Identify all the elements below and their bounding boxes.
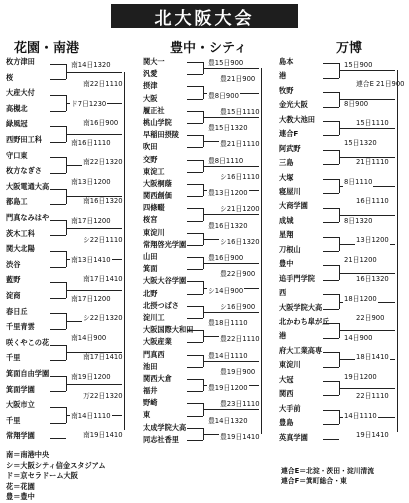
bracket-line — [323, 424, 339, 425]
team-name: 春日丘 — [6, 306, 28, 316]
bracket-line — [323, 439, 339, 440]
team-name: 門真西 — [143, 349, 165, 359]
match-schedule: 16日1320 — [356, 275, 389, 284]
bracket-line — [323, 237, 339, 238]
legend-line: 連合E＝北淀・茨田・淀川清流 — [281, 467, 375, 475]
team-name: 大産大付 — [6, 88, 35, 98]
team-name: 早稲田摂陵 — [143, 130, 179, 140]
team-name: 茨木工科 — [6, 228, 35, 238]
legend-line: 南＝南港中央 — [6, 450, 50, 459]
bracket-line — [187, 86, 203, 87]
bracket-line — [323, 381, 339, 382]
bracket-line — [339, 215, 395, 216]
bracket-line — [323, 121, 339, 122]
match-schedule: 南16日900 — [83, 119, 119, 128]
team-name: 東淀川 — [279, 360, 301, 370]
bracket-line — [50, 345, 66, 346]
bracket-line — [187, 160, 203, 161]
bracket-line — [339, 388, 395, 389]
team-name: 山田 — [143, 252, 158, 261]
match-schedule: 豊14日1320 — [208, 416, 248, 425]
bracket-line — [203, 263, 259, 264]
team-row — [279, 403, 405, 415]
team-row — [279, 255, 405, 270]
team-name: 太成学院大高 — [143, 422, 187, 432]
bracket-line — [50, 267, 66, 268]
bracket-line — [323, 367, 339, 368]
bracket-line — [203, 361, 259, 362]
team-name: 箕面 — [143, 264, 158, 274]
team-name: 千里 — [6, 353, 21, 363]
match-schedule: 18日1200 — [344, 294, 377, 303]
team-name: 渋谷 — [6, 259, 21, 269]
match-schedule: 豊16日900 — [208, 254, 244, 263]
team-name: 成城 — [279, 215, 294, 225]
team-name: 英真学園 — [279, 432, 308, 442]
match-schedule: 16日1110 — [356, 197, 389, 206]
bracket-line — [323, 92, 339, 93]
team-name: 大阪 — [143, 93, 158, 103]
bracket-line — [50, 79, 66, 80]
bracket-line — [187, 245, 203, 246]
team-name: 北摂つばさ — [143, 300, 179, 310]
match-schedule: 22日900 — [356, 314, 385, 323]
team-name: 大冠 — [279, 374, 294, 384]
team-name: 大阪市立 — [6, 400, 35, 410]
bracket-line — [50, 235, 66, 236]
bracket-line — [187, 294, 203, 295]
match-schedule: 14日900 — [344, 333, 373, 342]
bracket-line — [66, 384, 122, 385]
match-schedule: 22日1110 — [356, 392, 389, 401]
team-name: 箕面自由学園 — [6, 369, 50, 378]
bracket-line — [323, 208, 339, 209]
team-name: 吹田 — [143, 142, 158, 152]
team-name: 星翔 — [279, 230, 294, 240]
bracket-hanazono — [6, 56, 134, 451]
match-schedule: シ16日900 — [220, 302, 256, 311]
bracket-line — [339, 128, 395, 129]
bracket-line — [50, 329, 66, 330]
team-name: 大阪産業 — [143, 337, 172, 347]
match-schedule: 豊15日1110 — [220, 107, 260, 116]
bracket-line — [187, 172, 203, 173]
bracket-line — [50, 220, 66, 221]
team-name: 常翔学園 — [6, 431, 35, 441]
match-schedule: 豊19日1200 — [208, 384, 248, 393]
team-name: 池田 — [143, 361, 158, 371]
team-name: 緑風冠 — [6, 119, 28, 129]
bracket-line — [187, 355, 203, 356]
bracket-line — [50, 204, 66, 205]
match-schedule: 21日1110 — [356, 158, 389, 167]
page-title: 北大阪大会 — [111, 4, 298, 28]
team-name: 交野 — [143, 154, 158, 164]
team-name: 門真なみはや — [6, 213, 50, 222]
match-schedule: シ14日900 — [208, 286, 244, 295]
team-name: 寝屋川 — [279, 187, 301, 196]
legend-line: 連合F＝箕町総合・東 — [281, 477, 347, 485]
bracket-line — [323, 265, 339, 266]
match-schedule: 19日1200 — [344, 372, 377, 381]
team-row — [279, 330, 405, 342]
match-schedule: 豊13日1200 — [208, 189, 248, 198]
team-name: 大阪大谷学園 — [143, 276, 187, 286]
bracket-line — [187, 428, 203, 429]
legend-line: シ＝大阪シティ信金スタジアム — [6, 460, 106, 470]
bracket-line — [187, 99, 203, 100]
match-schedule: 豊23日1110 — [220, 400, 260, 409]
bracket-line — [187, 342, 203, 343]
team-name: 西 — [279, 288, 287, 298]
match-schedule: 豊8日1110 — [208, 156, 244, 165]
team-name: 常翔啓光学園 — [143, 239, 187, 249]
bracket-line — [187, 147, 203, 148]
bracket-line — [50, 173, 66, 174]
bracket-line — [323, 63, 339, 64]
team-name: 三島 — [279, 158, 294, 168]
team-name: 関西 — [279, 389, 294, 399]
bracket-line — [187, 330, 203, 331]
bracket-line — [339, 330, 395, 331]
team-name: 島本 — [279, 57, 294, 66]
match-schedule: 豊22日1110 — [220, 335, 260, 344]
bracket-line — [187, 403, 203, 404]
team-name: 関西創価 — [143, 191, 172, 201]
bracket-line — [124, 72, 125, 431]
team-name: 藍野 — [6, 275, 21, 285]
bracket-line — [203, 68, 259, 69]
bracket-line — [187, 221, 203, 222]
bracket-line — [187, 281, 203, 282]
team-name: 咲くやこの花 — [6, 337, 50, 347]
team-name: 大商学園 — [279, 201, 308, 211]
team-row — [279, 316, 405, 328]
match-schedule: 南14日900 — [71, 333, 107, 342]
bracket-line — [323, 164, 339, 165]
bracket-line — [50, 391, 66, 392]
bracket-line — [187, 135, 203, 136]
match-schedule: 南13日1200 — [71, 177, 111, 186]
bracket-line — [203, 117, 259, 118]
bracket-line — [50, 282, 66, 283]
team-name: 港 — [279, 331, 287, 341]
bracket-line — [187, 74, 203, 75]
bracket-line — [50, 251, 66, 252]
team-name: 野崎 — [143, 398, 158, 408]
team-name: 摂津 — [143, 81, 158, 91]
bracket-line — [50, 438, 66, 439]
team-name: 大手前 — [279, 403, 301, 413]
team-row — [279, 128, 405, 140]
team-row — [279, 417, 405, 429]
match-schedule: 連合E 21日900 — [356, 80, 405, 89]
bracket-line — [50, 376, 66, 377]
team-name: 金光大阪 — [279, 100, 308, 110]
match-schedule: 南19日1200 — [71, 372, 111, 381]
team-name: 箕面学園 — [6, 384, 35, 394]
bracket-line — [66, 134, 122, 135]
bracket-line — [187, 196, 203, 197]
bracket-line — [187, 379, 203, 380]
team-row — [279, 215, 405, 227]
bracket-toyonaka — [143, 56, 271, 451]
bracket-line — [50, 407, 66, 408]
team-name: 大阪国際大和田 — [143, 325, 194, 335]
bracket-line — [50, 64, 66, 65]
bracket-line — [187, 111, 203, 112]
bracket-line — [50, 313, 66, 314]
team-name: 大阪電通大高 — [6, 181, 50, 191]
team-legend — [281, 466, 374, 486]
bracket-line — [323, 323, 339, 324]
match-schedule: シ22日1110 — [83, 236, 123, 245]
block-header-banpaku: 万博 — [336, 41, 363, 56]
bracket-line — [187, 306, 203, 307]
match-schedule: 豊19日1410 — [220, 432, 260, 441]
team-name: 豊中 — [279, 259, 294, 269]
match-schedule: 豊21日1110 — [220, 140, 260, 149]
team-name: 大阪学院大高 — [279, 302, 323, 312]
team-name: 枚方津田 — [6, 57, 35, 66]
bracket-line — [50, 111, 66, 112]
bracket-line — [323, 338, 339, 339]
bracket-banpaku — [279, 56, 405, 451]
match-schedule: 8日1110 — [344, 177, 373, 186]
bracket-line — [323, 179, 339, 180]
bracket-line — [187, 367, 203, 368]
match-schedule: 南22日1320 — [83, 158, 123, 167]
match-schedule: 豊21日900 — [220, 75, 256, 84]
team-name: 東淀工 — [143, 166, 165, 176]
match-schedule: 南17日1200 — [71, 216, 111, 225]
team-name: 四條畷 — [143, 203, 165, 213]
team-name: 東 — [143, 410, 151, 420]
team-name: 同志社香里 — [143, 434, 179, 444]
team-name: 府大工業高専 — [279, 345, 323, 355]
team-name: 関大一 — [143, 57, 165, 66]
bracket-line — [323, 352, 339, 353]
bracket-line — [323, 222, 339, 223]
bracket-line — [50, 126, 66, 127]
bracket-line — [323, 395, 339, 396]
match-schedule: 豊18日1110 — [208, 319, 248, 328]
match-schedule: シ16日1110 — [220, 172, 260, 181]
match-schedule: 15日1110 — [356, 119, 389, 128]
bracket-line — [50, 95, 66, 96]
match-schedule: 豊15日1320 — [208, 124, 248, 133]
team-row — [279, 302, 405, 314]
bracket-line — [261, 68, 262, 434]
team-name: 北野 — [143, 288, 158, 298]
team-row — [279, 99, 405, 111]
bracket-line — [339, 70, 395, 71]
team-name: 港 — [279, 71, 287, 81]
bracket-line — [50, 157, 66, 158]
match-schedule: シ22日1320 — [83, 314, 123, 323]
bracket-line — [203, 166, 259, 167]
bracket-line — [323, 193, 339, 194]
match-schedule: 豊16日1320 — [208, 221, 248, 230]
team-name: 大阪桐蔭 — [143, 178, 172, 188]
team-row — [279, 287, 405, 299]
match-schedule: 豊8日900 — [208, 91, 239, 100]
match-schedule: 13日1200 — [356, 236, 389, 245]
bracket-line — [50, 142, 66, 143]
team-name: 履正社 — [143, 105, 165, 115]
bracket-line — [50, 189, 66, 190]
bracket-line — [187, 184, 203, 185]
team-name: 淀商 — [6, 291, 21, 300]
bracket-line — [187, 318, 203, 319]
team-row — [279, 186, 405, 198]
match-schedule: 万22日1320 — [83, 392, 123, 401]
team-name: 阿武野 — [279, 143, 301, 153]
match-schedule: 21日1200 — [344, 255, 377, 264]
team-name: 桜 — [6, 72, 14, 82]
match-schedule: 南22日1110 — [83, 80, 123, 89]
match-schedule: シ21日1200 — [220, 205, 260, 214]
bracket-line — [187, 208, 203, 209]
match-schedule: 南16日1320 — [83, 197, 123, 206]
bracket-line — [187, 391, 203, 392]
match-schedule: 南17日1200 — [71, 294, 111, 303]
bracket-line — [203, 312, 259, 313]
bracket-line — [187, 123, 203, 124]
team-name: 汎愛 — [143, 69, 158, 79]
team-row — [279, 374, 405, 386]
match-schedule: 南16日1110 — [71, 138, 111, 147]
team-name: 関西大倉 — [143, 373, 172, 383]
match-schedule: 15日900 — [344, 60, 373, 69]
match-schedule: 19日1410 — [356, 431, 389, 440]
team-row — [279, 143, 405, 155]
team-row — [279, 172, 405, 184]
bracket-line — [203, 214, 259, 215]
bracket-line — [339, 273, 395, 274]
team-name: 淀川工 — [143, 312, 165, 322]
bracket-line — [187, 62, 203, 63]
bracket-line — [66, 228, 122, 229]
match-schedule: 南19日1410 — [83, 431, 123, 440]
bracket-line — [50, 298, 66, 299]
match-schedule: 南17日1410 — [83, 275, 123, 284]
bracket-line — [323, 410, 339, 411]
team-name: 高槻北 — [6, 103, 28, 113]
match-schedule: 豊15日900 — [208, 59, 244, 68]
team-name: 守口東 — [6, 150, 28, 160]
team-name: 千里 — [6, 415, 21, 425]
match-schedule: 豊19日900 — [220, 367, 256, 376]
team-name: 関大北陽 — [6, 244, 35, 254]
bracket-line — [323, 135, 339, 136]
match-schedule: 豊14日1110 — [208, 351, 248, 360]
team-name: 豊島 — [279, 418, 294, 428]
legend-line: ド＝京セラドーム大阪 — [6, 471, 78, 480]
bracket-line — [187, 440, 203, 441]
bracket-line — [50, 423, 66, 424]
bracket-line — [203, 409, 259, 410]
match-schedule: 8日900 — [344, 99, 369, 108]
match-schedule: 8日1320 — [344, 216, 373, 225]
team-name: 大教大池田 — [279, 114, 315, 124]
team-name: 牧野 — [279, 85, 294, 95]
legend-line: 豊＝豊中 — [6, 492, 35, 501]
bracket-line — [397, 70, 398, 431]
bracket-line — [50, 360, 66, 361]
match-schedule: 南17日1410 — [83, 353, 123, 362]
team-name: 都島工 — [6, 197, 28, 207]
bracket-line — [323, 78, 339, 79]
bracket-line — [66, 290, 122, 291]
team-name: 福井 — [143, 386, 158, 396]
team-name: 千里青雲 — [6, 322, 35, 332]
team-name: 北かわち皐が丘 — [279, 317, 330, 326]
block-header-hanazono: 花園・南港 — [14, 41, 80, 56]
team-name: 枚方なぎさ — [6, 166, 42, 176]
team-name: 桃山学院 — [143, 117, 172, 127]
team-name: 東淀川 — [143, 227, 165, 237]
team-name: 大塚 — [279, 172, 294, 182]
block-header-toyonaka: 豊中・シティ — [170, 41, 247, 56]
bracket-line — [187, 257, 203, 258]
legend-line: 花＝花園 — [6, 481, 35, 491]
bracket-line — [187, 416, 203, 417]
match-schedule: 南13日1410 — [71, 255, 111, 264]
bracket-line — [187, 269, 203, 270]
bracket-line — [323, 251, 339, 252]
team-row — [279, 244, 405, 256]
bracket-line — [323, 294, 339, 295]
bracket-line — [187, 233, 203, 234]
match-schedule: 豊22日900 — [220, 270, 256, 279]
match-schedule: シ16日1320 — [220, 237, 260, 246]
match-schedule: 南14日1320 — [71, 60, 111, 69]
match-schedule: 14日1110 — [344, 411, 377, 420]
team-name: 追手門学院 — [279, 273, 315, 283]
bracket-line — [323, 150, 339, 151]
match-schedule: ド7日1230 — [71, 99, 107, 108]
match-schedule: 18日1410 — [356, 353, 389, 362]
team-row — [279, 56, 405, 68]
team-name: 桜宮 — [143, 215, 158, 225]
team-name: 西野田工科 — [6, 135, 42, 144]
match-schedule: 南14日1110 — [71, 411, 111, 420]
team-name: 刀根山 — [279, 244, 301, 254]
team-name: 連合F — [279, 129, 299, 139]
bracket-line — [66, 72, 122, 73]
bracket-line — [323, 107, 339, 108]
bracket-line — [323, 280, 339, 281]
bracket-line — [323, 309, 339, 310]
match-schedule: 15日1320 — [344, 138, 377, 147]
